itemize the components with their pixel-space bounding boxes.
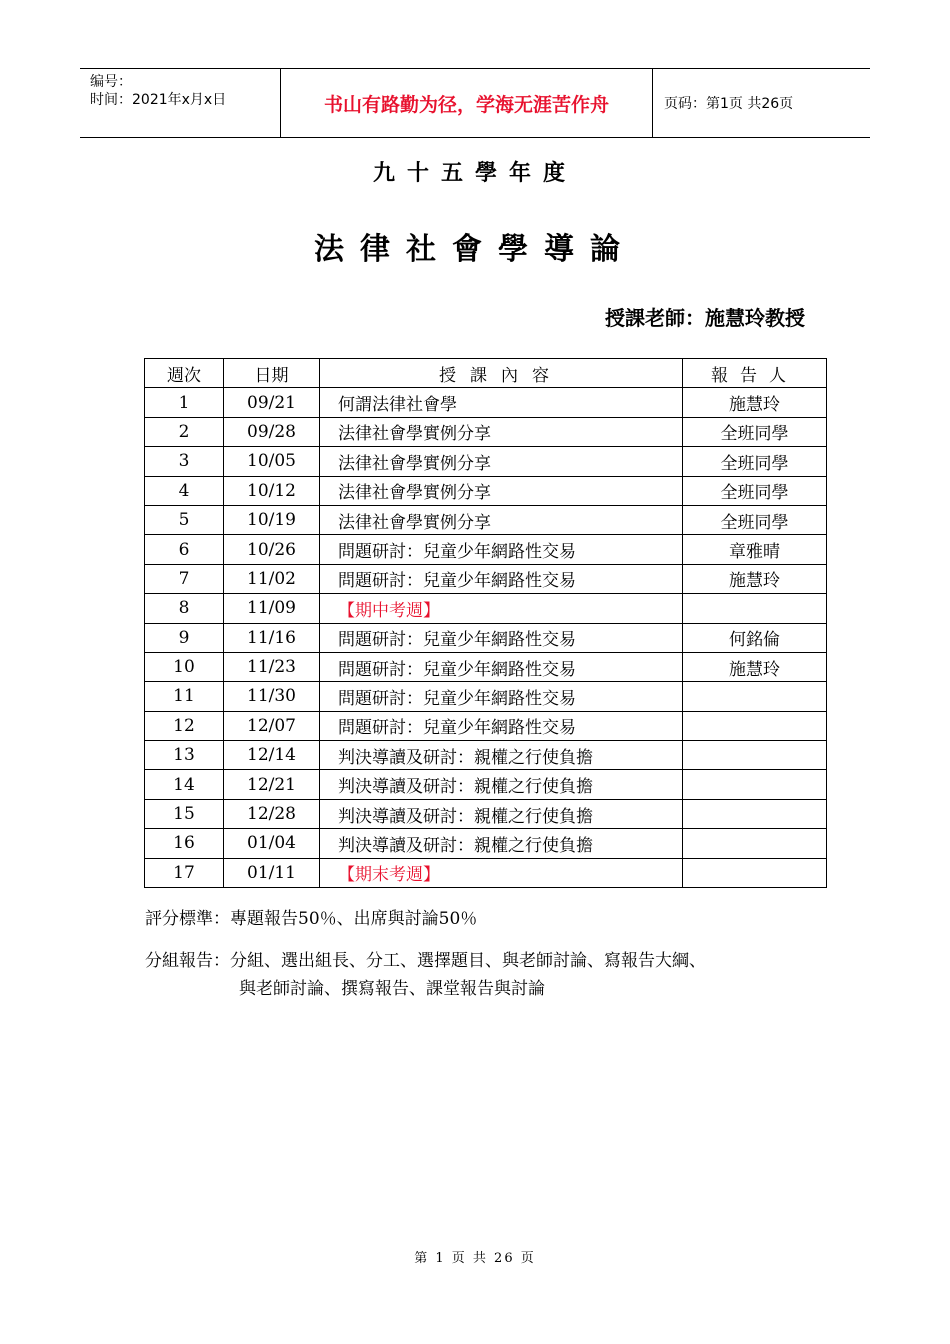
week-cell: 12: [145, 711, 224, 740]
topic-cell: 法律社會學實例分享: [320, 447, 683, 476]
table-row: [145, 535, 827, 564]
topic-cell: 判決導讀及研討：親權之行使負擔: [320, 799, 683, 828]
topic-cell: 問題研討：兒童少年網路性交易: [320, 711, 683, 740]
week-cell: 8: [145, 594, 224, 623]
date-cell: 10/05: [224, 447, 320, 476]
table-row: [145, 829, 827, 858]
topic-cell: 法律社會學實例分享: [320, 476, 683, 505]
date-cell: 12/14: [224, 741, 320, 770]
date-cell: 12/21: [224, 770, 320, 799]
week-cell: 16: [145, 829, 224, 858]
date-cell: 09/21: [224, 388, 320, 417]
reporter-cell: 施慧玲: [683, 652, 827, 681]
reporter-cell: [683, 858, 827, 887]
number-label: 编号：: [90, 74, 132, 90]
week-cell: 14: [145, 770, 224, 799]
group-report-line1: 分組報告：分組、選出組長、分工、選擇題目、與老師討論、寫報告大綱、: [145, 951, 706, 971]
topic-cell: 【期中考週】: [320, 594, 683, 623]
week-cell: 9: [145, 623, 224, 652]
date-cell: 09/28: [224, 417, 320, 446]
date-cell: 11/02: [224, 564, 320, 593]
week-cell: 5: [145, 505, 224, 534]
date-cell: 11/30: [224, 682, 320, 711]
header-motto: 书山有路勤为径，学海无涯苦作舟: [281, 69, 653, 137]
date-cell: 10/19: [224, 505, 320, 534]
week-cell: 4: [145, 476, 224, 505]
reporter-cell: 施慧玲: [683, 564, 827, 593]
header-page-info: 页码：第1页 共26页: [664, 96, 794, 112]
page-footer: 第 1 页 共 26 页: [414, 1251, 536, 1266]
week-cell: 1: [145, 388, 224, 417]
topic-cell: 問題研討：兒童少年網路性交易: [320, 623, 683, 652]
week-cell: 15: [145, 799, 224, 828]
reporter-cell: 施慧玲: [683, 388, 827, 417]
date-cell: 01/04: [224, 829, 320, 858]
topic-cell: 判決導讀及研討：親權之行使負擔: [320, 741, 683, 770]
table-header-row: [145, 359, 827, 388]
week-cell: 11: [145, 682, 224, 711]
time-label: 时间：2021年x月x日: [90, 92, 227, 108]
table-row: [145, 741, 827, 770]
table-row: [145, 447, 827, 476]
reporter-cell: [683, 799, 827, 828]
teacher-line: 授課老師：施慧玲教授: [605, 306, 805, 330]
date-cell: 12/28: [224, 799, 320, 828]
table-row: [145, 682, 827, 711]
week-cell: 6: [145, 535, 224, 564]
reporter-cell: [683, 829, 827, 858]
header-reporter: 報告人: [683, 359, 827, 388]
week-cell: 7: [145, 564, 224, 593]
schedule-table: [144, 358, 827, 888]
grading-criteria: 評分標準：專題報告50％、出席與討論50％: [145, 909, 478, 929]
reporter-cell: 何銘倫: [683, 623, 827, 652]
reporter-cell: 章雅晴: [683, 535, 827, 564]
week-cell: 13: [145, 741, 224, 770]
week-cell: 3: [145, 447, 224, 476]
page-header: [80, 68, 870, 138]
topic-cell: 法律社會學實例分享: [320, 505, 683, 534]
date-cell: 10/12: [224, 476, 320, 505]
table-row: [145, 388, 827, 417]
date-cell: 11/16: [224, 623, 320, 652]
table-row: [145, 858, 827, 887]
week-cell: 10: [145, 652, 224, 681]
header-date: 日期: [224, 359, 320, 388]
table-row: [145, 417, 827, 446]
reporter-cell: [683, 711, 827, 740]
topic-cell: 判決導讀及研討：親權之行使負擔: [320, 770, 683, 799]
topic-cell: 判決導讀及研討：親權之行使負擔: [320, 829, 683, 858]
table-row: [145, 652, 827, 681]
table-row: [145, 711, 827, 740]
group-report-line2: 與老師討論、撰寫報告、課堂報告與討論: [239, 979, 545, 999]
topic-cell: 法律社會學實例分享: [320, 417, 683, 446]
course-title: 法律社會學導論: [314, 232, 636, 267]
date-cell: 10/26: [224, 535, 320, 564]
week-cell: 2: [145, 417, 224, 446]
table-row: [145, 799, 827, 828]
reporter-cell: [683, 594, 827, 623]
header-week: 週次: [145, 359, 224, 388]
table-row: [145, 594, 827, 623]
topic-cell: 問題研討：兒童少年網路性交易: [320, 564, 683, 593]
group-report-instructions: [145, 950, 706, 1000]
reporter-cell: [683, 682, 827, 711]
date-cell: 11/09: [224, 594, 320, 623]
header-meta: [80, 69, 281, 137]
topic-cell: 【期末考週】: [320, 858, 683, 887]
week-cell: 17: [145, 858, 224, 887]
reporter-cell: 全班同學: [683, 476, 827, 505]
date-cell: 12/07: [224, 711, 320, 740]
reporter-cell: [683, 770, 827, 799]
topic-cell: 問題研討：兒童少年網路性交易: [320, 535, 683, 564]
reporter-cell: 全班同學: [683, 417, 827, 446]
table-row: [145, 770, 827, 799]
date-cell: 01/11: [224, 858, 320, 887]
year-title: 九十五學年度: [372, 161, 577, 186]
table-row: [145, 505, 827, 534]
table-row: [145, 564, 827, 593]
topic-cell: 問題研討：兒童少年網路性交易: [320, 652, 683, 681]
reporter-cell: 全班同學: [683, 505, 827, 534]
reporter-cell: [683, 741, 827, 770]
table-row: [145, 623, 827, 652]
topic-cell: 問題研討：兒童少年網路性交易: [320, 682, 683, 711]
table-row: [145, 476, 827, 505]
reporter-cell: 全班同學: [683, 447, 827, 476]
date-cell: 11/23: [224, 652, 320, 681]
topic-cell: 何謂法律社會學: [320, 388, 683, 417]
header-topic: 授課內容: [320, 359, 683, 388]
